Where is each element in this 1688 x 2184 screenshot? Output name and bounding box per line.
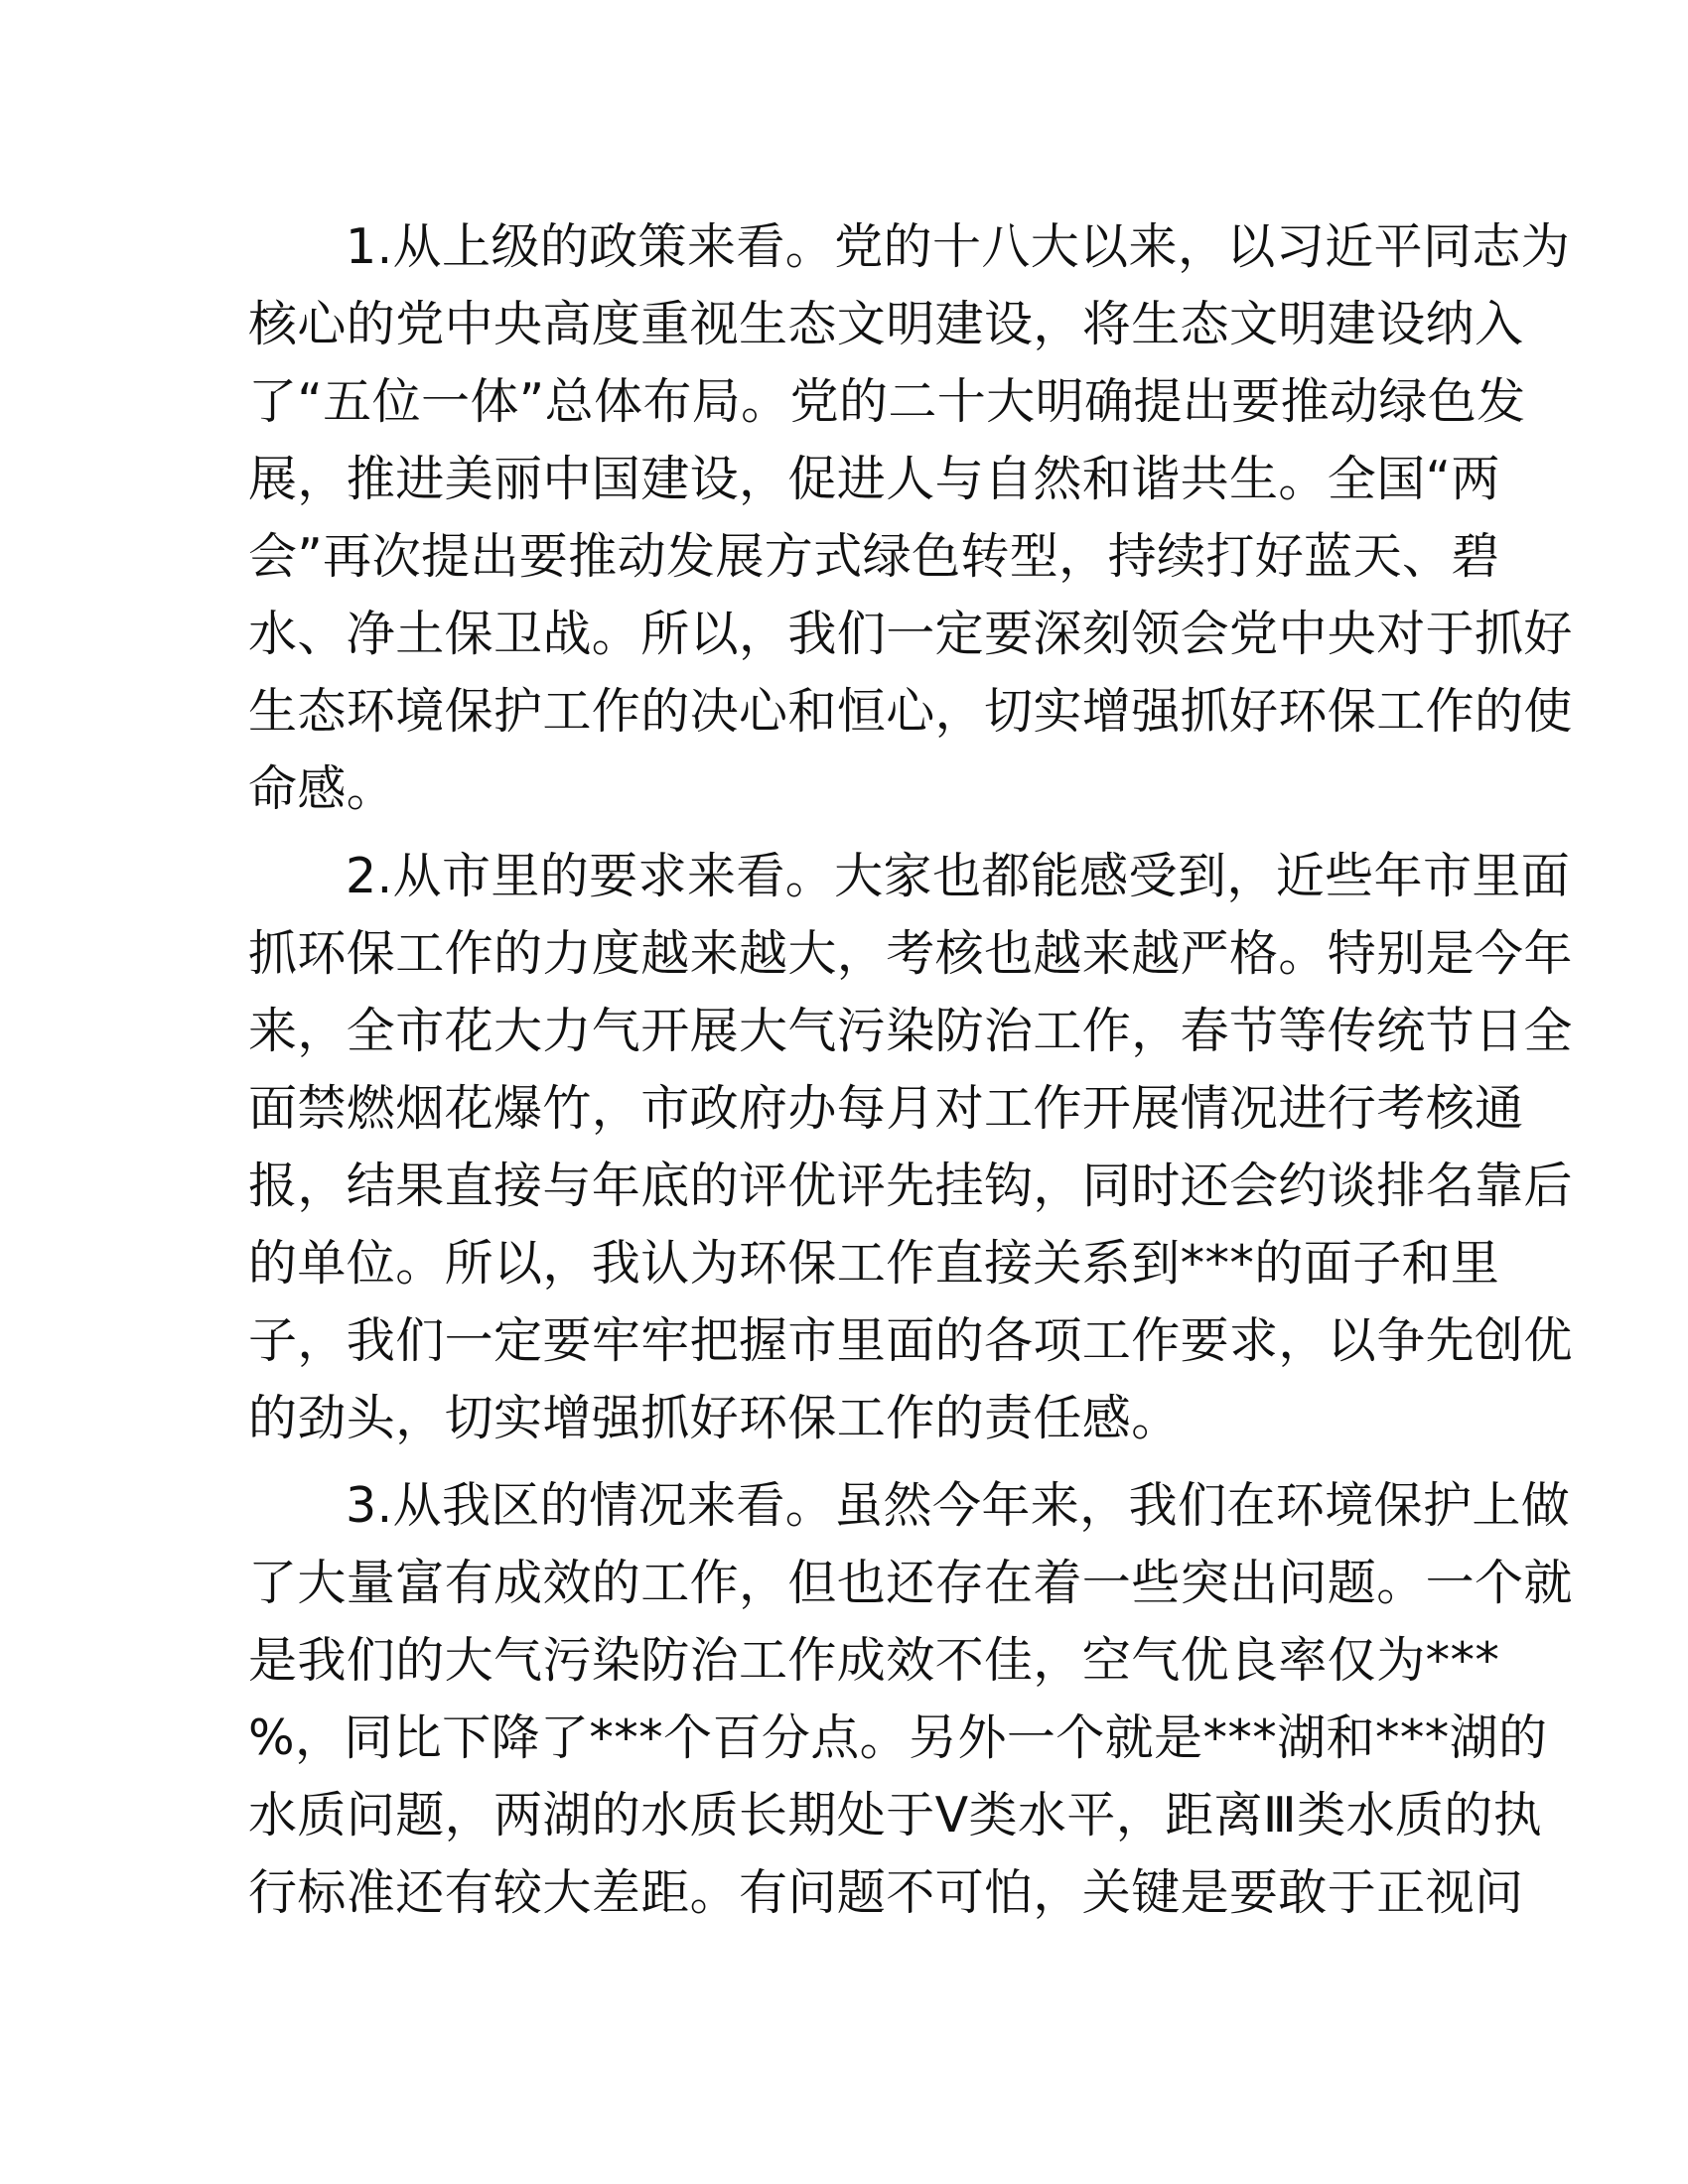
paragraph-line: 行标准还有较大差距。有问题不可怕，关键是要敢于正视问 [248, 1864, 1524, 1921]
paragraph-line: 核心的党中央高度重视生态文明建设，将生态文明建设纳入 [248, 296, 1524, 352]
paragraph-line: %，同比下降了***个百分点。另外一个就是***湖和***湖的 [248, 1709, 1548, 1766]
paragraph-line: 来，全市花大力气开展大气污染防治工作，春节等传统节日全 [248, 1003, 1573, 1059]
paragraph-line: 会”再次提出要推动发展方式绿色转型，持续打好蓝天、碧 [248, 528, 1500, 585]
paragraph-line: 生态环境保护工作的决心和恒心，切实增强抓好环保工作的使 [248, 683, 1573, 740]
paragraph-line: 展，推进美丽中国建设，促进人与自然和谐共生。全国“两 [248, 451, 1500, 507]
paragraph-line: 1.从上级的政策来看。党的十八大以来，以习近平同志为 [346, 218, 1571, 275]
paragraph-line: 是我们的大气污染防治工作成效不佳，空气优良率仅为*** [248, 1632, 1500, 1689]
paragraph-line: 报，结果直接与年底的评优评先挂钩，同时还会约谈排名靠后 [248, 1158, 1573, 1214]
document-body [248, 208, 1573, 1942]
paragraph-3 [248, 1467, 1573, 1932]
paragraph-1 [248, 208, 1573, 828]
paragraph-line: 的单位。所以，我认为环保工作直接关系到***的面子和里 [248, 1235, 1500, 1292]
paragraph-line: 了“五位一体”总体布局。党的二十大明确提出要推动绿色发 [248, 373, 1526, 430]
paragraph-line: 水质问题，两湖的水质长期处于V类水平，距离Ⅲ类水质的执 [248, 1787, 1543, 1843]
paragraph-line: 3.从我区的情况来看。虽然今年来，我们在环境保护上做 [346, 1477, 1571, 1534]
paragraph-line: 2.从市里的要求来看。大家也都能感受到，近些年市里面 [346, 848, 1571, 904]
paragraph-line: 抓环保工作的力度越来越大，考核也越来越严格。特别是今年 [248, 925, 1573, 982]
paragraph-line: 子，我们一定要牢牢把握市里面的各项工作要求，以争先创优 [248, 1312, 1573, 1369]
paragraph-2 [248, 838, 1573, 1457]
paragraph-line: 了大量富有成效的工作，但也还存在着一些突出问题。一个就 [248, 1555, 1573, 1611]
paragraph-line: 面禁燃烟花爆竹，市政府办每月对工作开展情况进行考核通 [248, 1080, 1524, 1137]
paragraph-line: 的劲头，切实增强抓好环保工作的责任感。 [248, 1390, 1181, 1446]
paragraph-line: 水、净土保卫战。所以，我们一定要深刻领会党中央对于抓好 [248, 606, 1573, 662]
paragraph-line: 命感。 [248, 760, 396, 817]
